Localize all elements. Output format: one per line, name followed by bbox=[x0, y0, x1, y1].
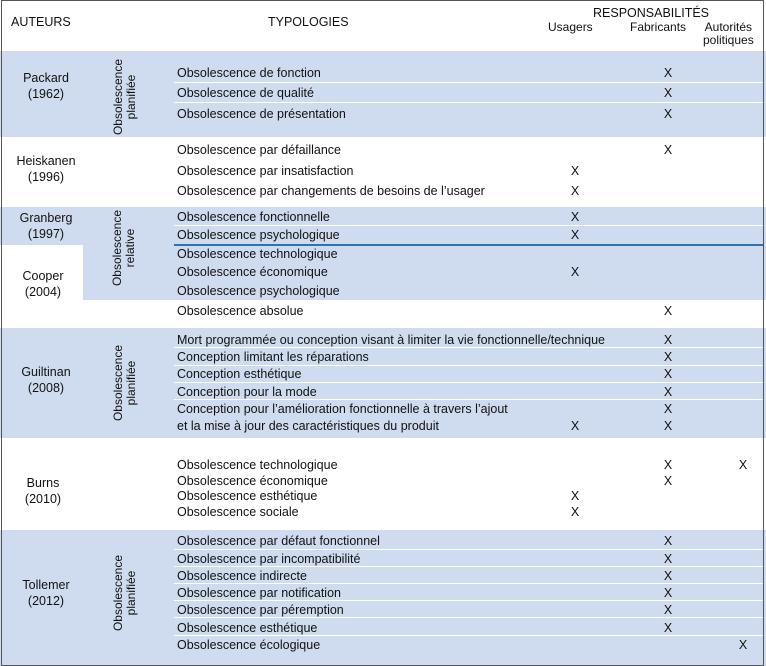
fabricants-mark: X bbox=[663, 367, 673, 381]
typology-label: Obsolescence par défaut fonctionnel bbox=[177, 534, 380, 548]
typology-label: Obsolescence de qualité bbox=[177, 86, 314, 100]
typology-label: Obsolescence de présentation bbox=[177, 107, 346, 121]
header-responsabilites: RESPONSABILITÉS bbox=[593, 6, 710, 20]
typology-label: Obsolescence économique bbox=[177, 474, 328, 488]
category-line2: planifiée bbox=[124, 570, 138, 616]
usagers-mark: X bbox=[570, 184, 580, 198]
typology-label: Obsolescence sociale bbox=[177, 505, 299, 519]
author-name: Guiltinan bbox=[21, 365, 71, 379]
typology-label: Obsolescence technologique bbox=[177, 458, 338, 472]
fabricants-mark: X bbox=[663, 458, 673, 472]
typology-label: Obsolescence esthétique bbox=[177, 489, 318, 503]
typology-label: Obsolescence indirecte bbox=[177, 569, 307, 583]
typology-label: Obsolescence par insatisfaction bbox=[177, 164, 354, 178]
author-name: Cooper bbox=[22, 269, 64, 283]
category-line1: Obsolescence bbox=[111, 344, 125, 422]
fabricants-mark: X bbox=[663, 143, 673, 157]
autorites-mark: X bbox=[738, 638, 748, 652]
typology-label: Obsolescence absolue bbox=[177, 304, 304, 318]
fabricants-mark: X bbox=[663, 569, 673, 583]
author-year: (2008) bbox=[27, 381, 65, 395]
typology-label: Obsolescence par défaillance bbox=[177, 143, 341, 157]
fabricants-mark: X bbox=[663, 66, 673, 80]
author-name: Tollemer bbox=[22, 578, 70, 592]
author-year: (2010) bbox=[24, 492, 62, 506]
usagers-mark: X bbox=[570, 489, 580, 503]
typology-label: Obsolescence de fonction bbox=[177, 66, 321, 80]
typology-label: Conception esthétique bbox=[177, 367, 302, 381]
author-year: (1962) bbox=[27, 87, 65, 101]
typology-label: Conception pour la mode bbox=[177, 385, 317, 399]
author-name: Packard bbox=[23, 71, 69, 85]
fabricants-mark: X bbox=[663, 402, 673, 416]
category-line1: Obsolescence bbox=[111, 554, 125, 632]
fabricants-mark: X bbox=[663, 552, 673, 566]
typology-label: Conception pour l’amélioration fonctionnelle à travers l’ajout bbox=[177, 402, 508, 416]
fabricants-mark: X bbox=[663, 304, 673, 318]
usagers-mark: X bbox=[570, 228, 580, 242]
typology-label: et la mise à jour des caractéristiques du produit bbox=[177, 419, 439, 433]
fabricants-mark: X bbox=[663, 621, 673, 635]
typology-label: Obsolescence psychologique bbox=[177, 284, 340, 298]
usagers-mark: X bbox=[570, 505, 580, 519]
typology-label: Obsolescence écologique bbox=[177, 638, 321, 652]
fabricants-mark: X bbox=[663, 586, 673, 600]
fabricants-mark: X bbox=[663, 333, 673, 347]
header-fabricants: Fabricants bbox=[630, 20, 687, 34]
header-typologies: TYPOLOGIES bbox=[268, 15, 349, 29]
typology-label: Obsolescence psychologique bbox=[177, 228, 340, 242]
category-line2: planifiée bbox=[124, 74, 138, 120]
fabricants-mark: X bbox=[663, 350, 673, 364]
header-auteurs: AUTEURS bbox=[11, 15, 71, 29]
fabricants-mark: X bbox=[663, 474, 673, 488]
typology-label: Obsolescence par notification bbox=[177, 586, 341, 600]
typology-label: Obsolescence esthétique bbox=[177, 621, 318, 635]
table-border bbox=[1, 0, 764, 666]
fabricants-mark: X bbox=[663, 419, 673, 433]
header-autorites-line2: politiques bbox=[703, 33, 754, 47]
category-line2: planifiée bbox=[124, 360, 138, 406]
author-name: Burns bbox=[26, 476, 60, 490]
category-line2: relative bbox=[123, 228, 137, 268]
header-autorites-line1: Autorités bbox=[704, 20, 753, 34]
fabricants-mark: X bbox=[663, 603, 673, 617]
typology-label: Obsolescence par péremption bbox=[177, 603, 344, 617]
author-year: (1996) bbox=[27, 170, 65, 184]
usagers-mark: X bbox=[570, 164, 580, 178]
usagers-mark: X bbox=[570, 419, 580, 433]
author-name: Heiskanen bbox=[16, 154, 76, 168]
fabricants-mark: X bbox=[663, 385, 673, 399]
typology-label: Mort programmée ou conception visant à limiter la vie fonctionnelle/technique bbox=[177, 333, 606, 347]
fabricants-mark: X bbox=[663, 107, 673, 121]
fabricants-mark: X bbox=[663, 534, 673, 548]
typology-label: Conception limitant les réparations bbox=[177, 350, 369, 364]
typology-label: Obsolescence par changements de besoins de l’usager bbox=[177, 184, 485, 198]
category-line1: Obsolescence bbox=[111, 58, 125, 136]
author-year: (2004) bbox=[24, 285, 62, 299]
typology-label: Obsolescence technologique bbox=[177, 247, 338, 261]
category-line1: Obsolescence bbox=[110, 209, 124, 287]
fabricants-mark: X bbox=[663, 86, 673, 100]
usagers-mark: X bbox=[570, 265, 580, 279]
typology-label: Obsolescence fonctionnelle bbox=[177, 210, 330, 224]
author-year: (2012) bbox=[27, 594, 65, 608]
usagers-mark: X bbox=[570, 210, 580, 224]
header-usagers: Usagers bbox=[548, 20, 593, 34]
typology-label: Obsolescence économique bbox=[177, 265, 328, 279]
author-year: (1997) bbox=[27, 227, 65, 241]
author-name: Granberg bbox=[19, 211, 73, 225]
typology-label: Obsolescence par incompatibilité bbox=[177, 552, 361, 566]
autorites-mark: X bbox=[738, 458, 748, 472]
